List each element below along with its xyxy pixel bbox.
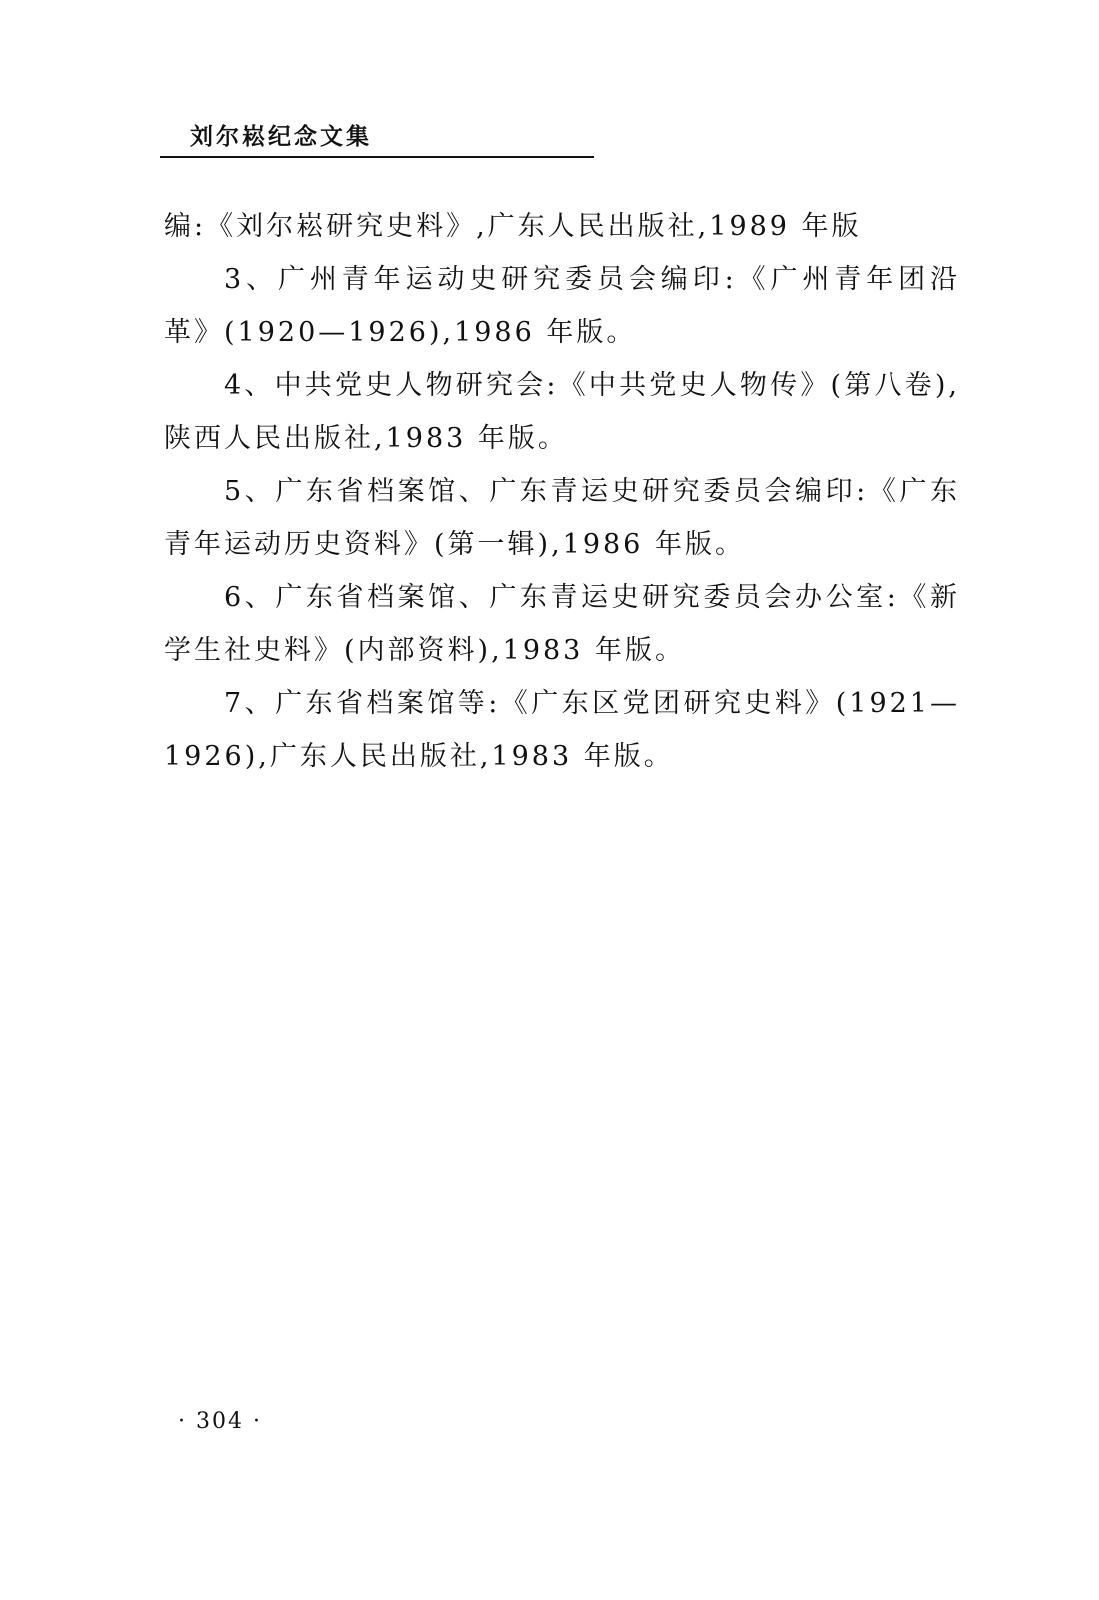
reference-item: 7、广东省档案馆等:《广东区党团研究史料》(1921—1926),广东人民出版社,1983 年版。 <box>164 688 960 772</box>
running-header: 刘尔崧纪念文集 <box>190 124 372 150</box>
reference-item: 5、广东省档案馆、广东青运史研究委员会编印:《广东青年运动历史资料》(第一辑),1986 年版。 <box>164 476 960 560</box>
page-number: · 304 · <box>178 1409 262 1434</box>
reference-item: 6、广东省档案馆、广东青运史研究委员会办公室:《新学生社史料》(内部资料),1983 年版。 <box>164 582 960 666</box>
reference-list <box>164 200 960 783</box>
header-rule <box>160 156 594 158</box>
reference-item: 编:《刘尔崧研究史料》,广东人民出版社,1989 年版 <box>164 211 862 242</box>
reference-item: 4、中共党史人物研究会:《中共党史人物传》(第八卷),陕西人民出版社,1983 年版。 <box>164 370 960 454</box>
reference-item: 3、广州青年运动史研究委员会编印:《广州青年团沿革》(1920—1926),1986 年版。 <box>164 264 960 348</box>
